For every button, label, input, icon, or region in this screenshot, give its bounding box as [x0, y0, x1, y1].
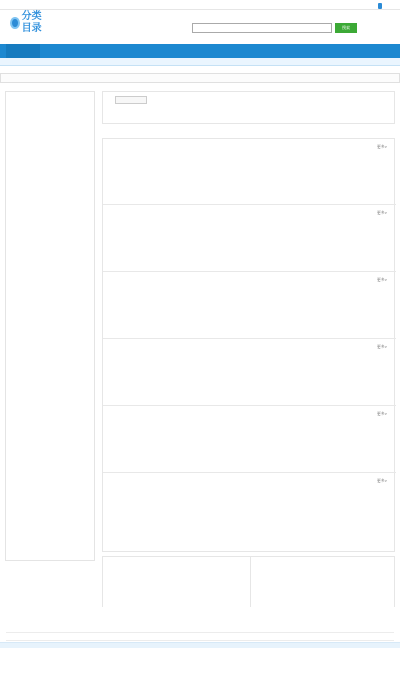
- category-divider-1: [103, 204, 396, 205]
- site-header: [0, 10, 400, 38]
- group-5-more[interactable]: 更多>: [377, 412, 387, 416]
- search-input[interactable]: [192, 23, 332, 33]
- site-logo[interactable]: [10, 10, 50, 34]
- left-list: [8, 104, 92, 252]
- group-1-more[interactable]: 更多>: [377, 145, 387, 149]
- stats-line: [0, 65, 400, 73]
- bottom-bar: [0, 642, 400, 648]
- nav-item-7[interactable]: [228, 44, 262, 58]
- nav-item-3[interactable]: [80, 44, 114, 58]
- nav-item-4[interactable]: [117, 44, 151, 58]
- category-divider-4: [103, 405, 396, 406]
- group-3-more[interactable]: 更多>: [377, 278, 387, 282]
- top-bar-button-2[interactable]: [385, 3, 387, 9]
- top-box-title: [115, 96, 147, 104]
- nav-item-6[interactable]: [191, 44, 225, 58]
- nav-item-8[interactable]: [265, 44, 299, 58]
- main-nav: [0, 44, 400, 58]
- logo-icon: [10, 17, 20, 29]
- group-2-more[interactable]: 更多>: [377, 211, 387, 215]
- left-sidebar: [5, 91, 95, 561]
- category-panel: [102, 138, 395, 552]
- nav-item-9[interactable]: [302, 44, 336, 58]
- category-divider-5: [103, 472, 396, 473]
- top-bar: [0, 0, 400, 10]
- nav-item-10[interactable]: [339, 44, 373, 58]
- category-divider-2: [103, 271, 396, 272]
- footer-links-row-2: [6, 632, 394, 641]
- search-button[interactable]: 搜索: [335, 23, 357, 33]
- nav-item-11[interactable]: [376, 44, 396, 58]
- right-column: [102, 88, 395, 558]
- top-box: [102, 91, 395, 124]
- top-bar-button-3[interactable]: [390, 3, 392, 9]
- top-bar-links: [378, 3, 392, 9]
- group-6-more[interactable]: 更多>: [377, 479, 387, 483]
- nav-item-1[interactable]: [6, 44, 40, 58]
- group-4-more[interactable]: 更多>: [377, 345, 387, 349]
- logo-text: 分类目录: [21, 10, 42, 34]
- nav-item-5[interactable]: [154, 44, 188, 58]
- category-divider-3: [103, 338, 396, 339]
- top-bar-button-1[interactable]: [378, 3, 382, 9]
- hot-tags: [0, 73, 400, 83]
- nav-item-2[interactable]: [43, 44, 77, 58]
